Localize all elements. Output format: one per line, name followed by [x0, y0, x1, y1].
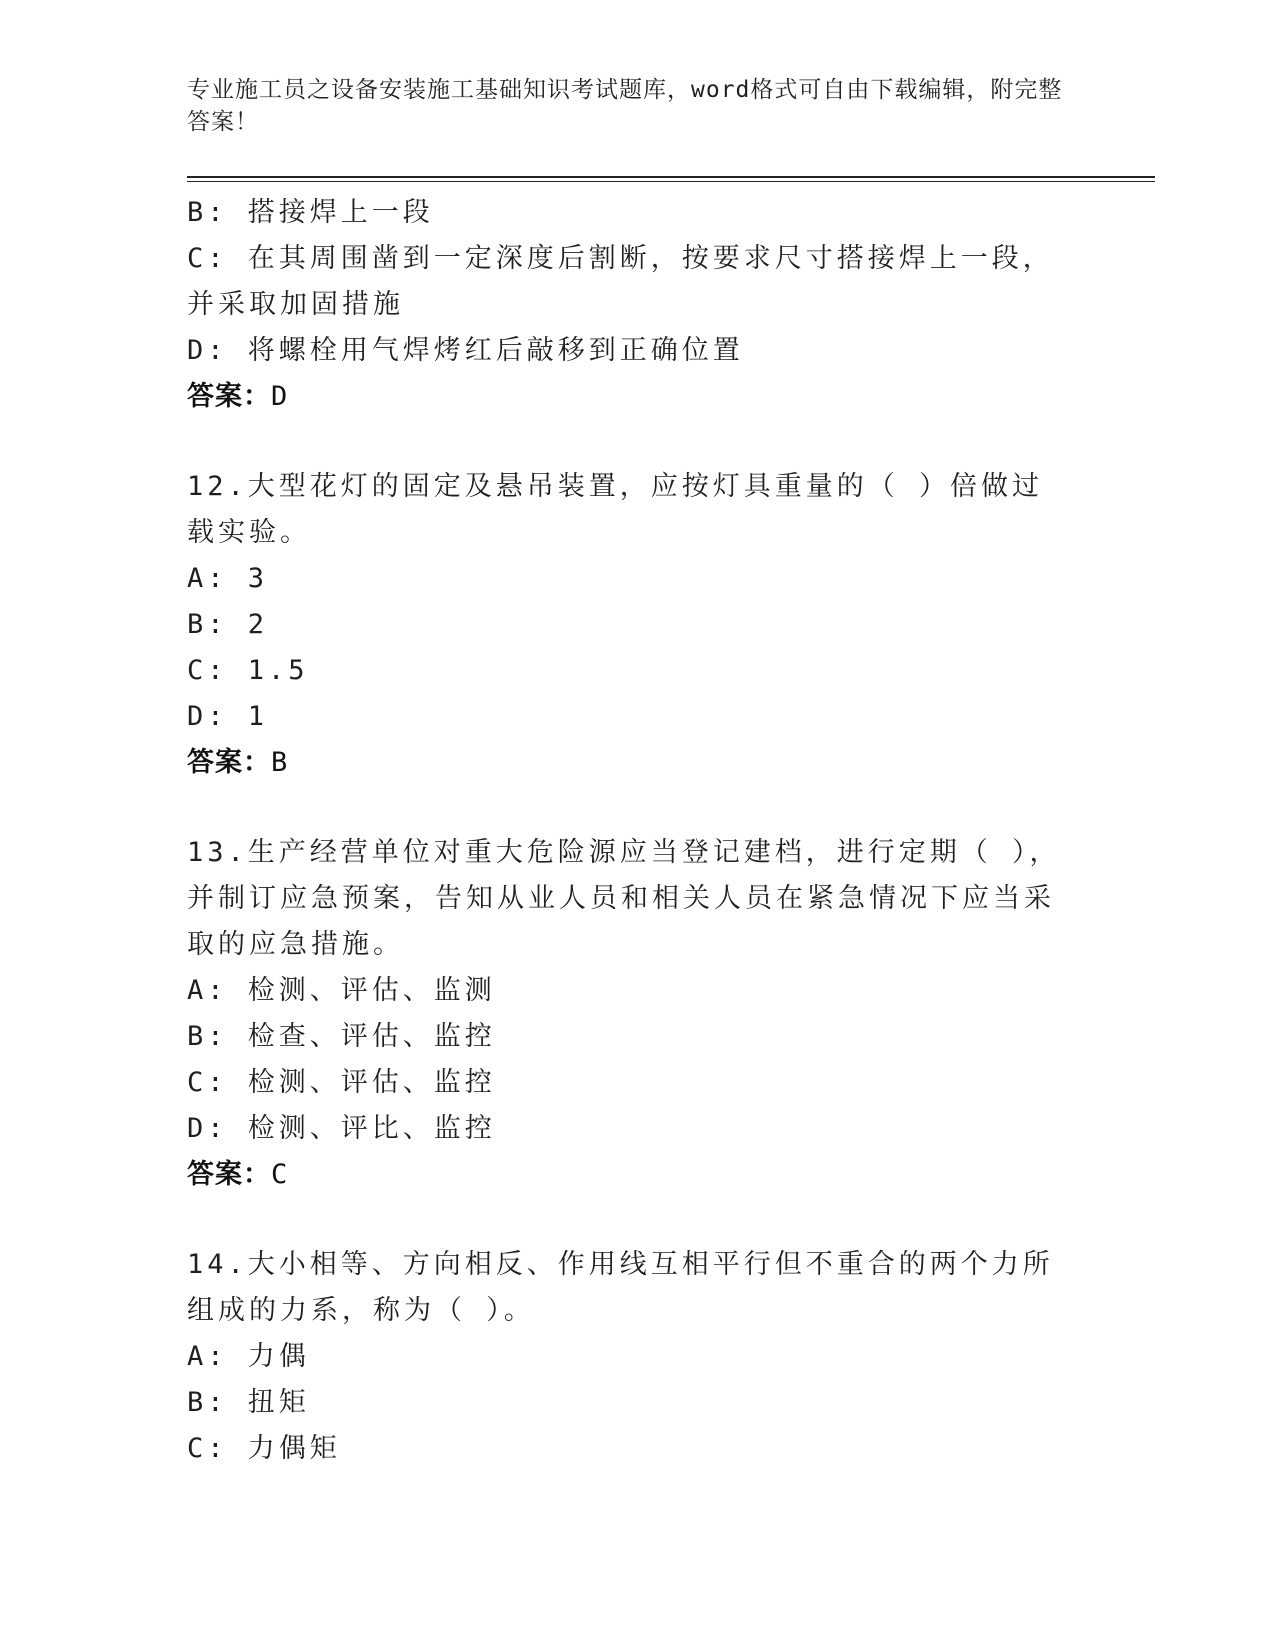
- option-c: C: 1.5: [187, 655, 309, 686]
- question-12-stem: 12.大型花灯的固定及悬吊装置，应按灯具重量的（ ）倍做过载实验。: [187, 471, 1044, 548]
- header-rule-thick: [187, 176, 1155, 178]
- question-11-options: [187, 190, 1067, 374]
- option-d: D: 1: [187, 701, 269, 732]
- answer-label: 答案：: [187, 381, 271, 412]
- option-d: D: 将螺栓用气焊烤红后敲移到正确位置: [187, 335, 744, 366]
- spacer: [187, 786, 1067, 830]
- spacer: [187, 1198, 1067, 1242]
- header-rule-thin: [187, 181, 1155, 182]
- document-header: 专业施工员之设备安装施工基础知识考试题库，word格式可自由下载编辑，附完整答案！: [187, 77, 1063, 135]
- spacer: [187, 420, 1067, 464]
- answer-13: [187, 1152, 1067, 1198]
- question-content: [187, 190, 1067, 1472]
- option-b: B: 检查、评估、监控: [187, 1021, 496, 1052]
- option-a: A: 3: [187, 563, 269, 594]
- option-c: C: 检测、评估、监控: [187, 1067, 496, 1098]
- answer-label: 答案：: [187, 1159, 271, 1190]
- option-c: C: 在其周围凿到一定深度后割断，按要求尺寸搭接焊上一段，并采取加固措施: [187, 243, 1054, 320]
- answer-12: [187, 740, 1067, 786]
- answer-value: B: [271, 747, 289, 778]
- option-b: B: 搭接焊上一段: [187, 197, 434, 228]
- option-d: D: 检测、评比、监控: [187, 1113, 496, 1144]
- option-b: B: 2: [187, 609, 269, 640]
- option-c: C: 力偶矩: [187, 1433, 341, 1464]
- answer-value: D: [271, 381, 289, 412]
- question-13-stem: 13.生产经营单位对重大危险源应当登记建档，进行定期（ ），并制订应急预案，告知从业人员和相关人员在紧急情况下应当采取的应急措施。: [187, 837, 1061, 960]
- answer-11: [187, 374, 1067, 420]
- option-b: B: 扭矩: [187, 1387, 310, 1418]
- option-a: A: 力偶: [187, 1341, 310, 1372]
- option-a: A: 检测、评估、监测: [187, 975, 496, 1006]
- answer-label: 答案：: [187, 747, 271, 778]
- question-14-stem: 14.大小相等、方向相反、作用线互相平行但不重合的两个力所组成的力系，称为（ ）。: [187, 1249, 1054, 1326]
- answer-value: C: [271, 1159, 289, 1190]
